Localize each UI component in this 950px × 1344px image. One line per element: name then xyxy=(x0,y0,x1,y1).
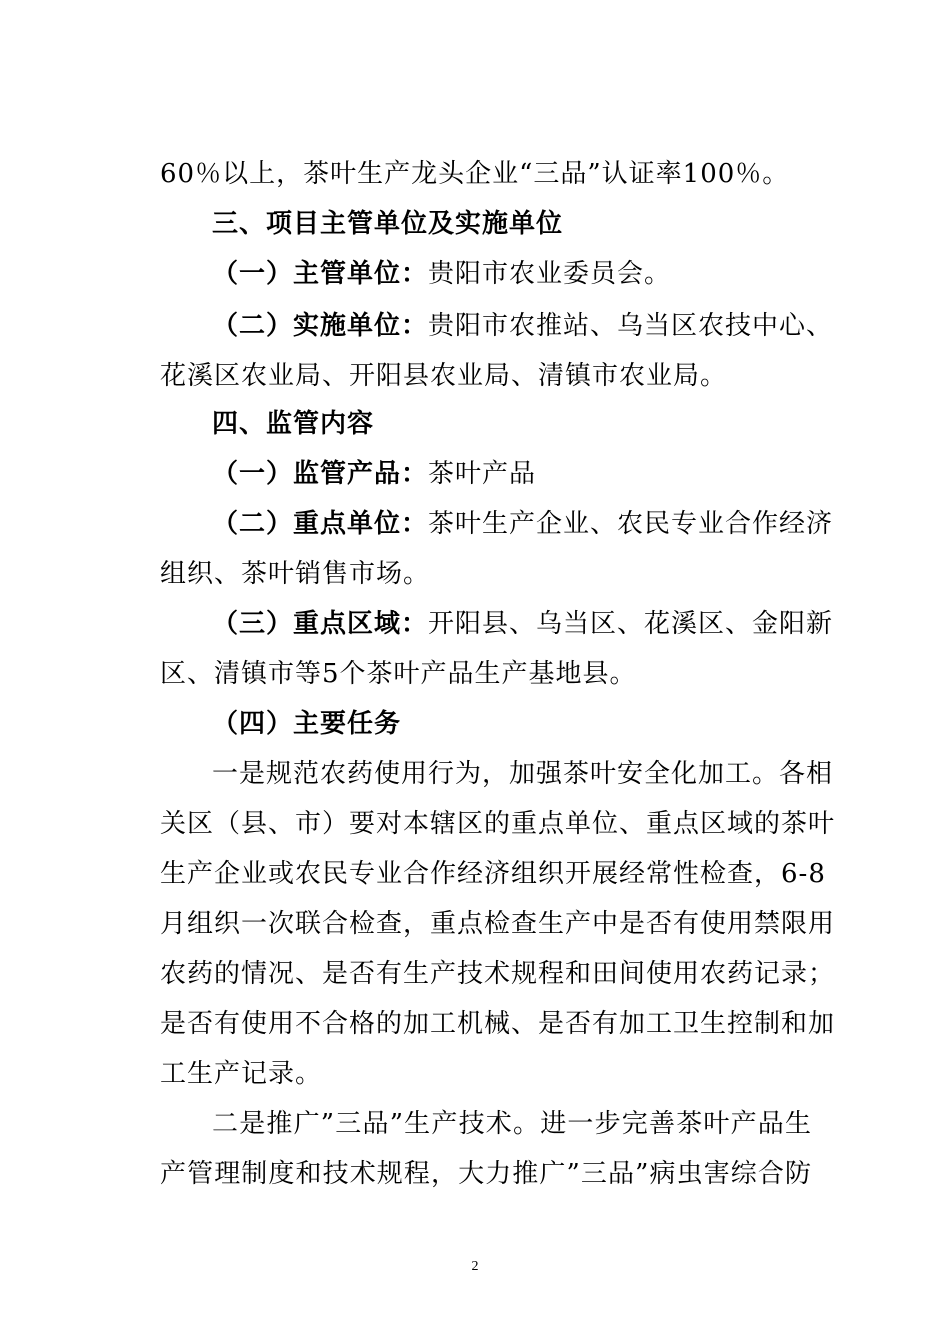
line-text: 工生产记录。 xyxy=(160,1059,323,1089)
line-text: 二是推广”三品”生产技术。进一步完善茶叶产品生 xyxy=(212,1109,812,1139)
paragraph-line xyxy=(160,856,826,892)
paragraph-line xyxy=(212,1106,812,1142)
heading-text: （四）主要任务 xyxy=(212,709,402,739)
paragraph-line xyxy=(160,1006,836,1042)
subsection-line xyxy=(212,308,834,344)
line-text: 茶叶产品 xyxy=(428,459,537,489)
heading-text: 四、监管内容 xyxy=(212,409,375,439)
paragraph-line xyxy=(160,358,812,394)
line-text: 是否有使用不合格的加工机械、是否有加工卫生控制和加 xyxy=(160,1009,836,1039)
paragraph-line xyxy=(160,556,812,592)
line-text: 月组织一次联合检查，重点检查生产中是否有使用禁限用 xyxy=(160,909,836,939)
line-text: 关区（县、市）要对本辖区的重点单位、重点区域的茶叶 xyxy=(160,809,836,839)
subsection-label: （二）重点单位： xyxy=(212,509,429,539)
subsection-label: （二）实施单位： xyxy=(212,311,429,341)
line-text: 组织、茶叶销售市场。 xyxy=(160,559,431,589)
heading-text: 三、项目主管单位及实施单位 xyxy=(212,209,564,239)
subsection-label: （一）监管产品： xyxy=(212,459,429,489)
line-text: 区、清镇市等5个茶叶产品生产基地县。 xyxy=(160,659,637,689)
line-text: 茶叶生产企业、农民专业合作经济 xyxy=(428,509,834,539)
paragraph-line xyxy=(212,756,834,792)
line-text: 贵阳市农推站、乌当区农技中心、 xyxy=(428,311,834,341)
line-text: 一是规范农药使用行为，加强茶叶安全化加工。各相 xyxy=(212,759,834,789)
line-text: 农药的情况、是否有生产技术规程和田间使用农药记录； xyxy=(160,959,836,989)
section-heading xyxy=(212,206,812,242)
paragraph-line xyxy=(160,956,836,992)
paragraph-line xyxy=(160,906,836,942)
subsection-line xyxy=(212,256,812,292)
subsection-line xyxy=(212,456,812,492)
line-text: 贵阳市农业委员会。 xyxy=(428,259,672,289)
subsection-label: （一）主管单位： xyxy=(212,259,429,289)
subsection-line xyxy=(212,506,834,542)
line-text: 产管理制度和技术规程，大力推广”三品”病虫害综合防 xyxy=(160,1159,812,1189)
line-text: 60％以上，茶叶生产龙头企业“三品”认证率100％。 xyxy=(160,159,790,189)
line-text: 花溪区农业局、开阳县农业局、清镇市农业局。 xyxy=(160,361,728,391)
line-text: 生产企业或农民专业合作经济组织开展经常性检查，6-8 xyxy=(160,859,826,889)
section-heading xyxy=(212,406,812,442)
paragraph-line xyxy=(160,1056,812,1092)
subsection-label: （三）重点区域： xyxy=(212,609,429,639)
paragraph-line xyxy=(160,156,812,192)
page-number: 2 xyxy=(471,1259,479,1274)
paragraph-line xyxy=(160,806,836,842)
subsection-heading xyxy=(212,706,812,742)
paragraph-line xyxy=(160,1156,812,1192)
subsection-line xyxy=(212,606,834,642)
line-text: 开阳县、乌当区、花溪区、金阳新 xyxy=(428,609,834,639)
paragraph-line xyxy=(160,656,812,692)
